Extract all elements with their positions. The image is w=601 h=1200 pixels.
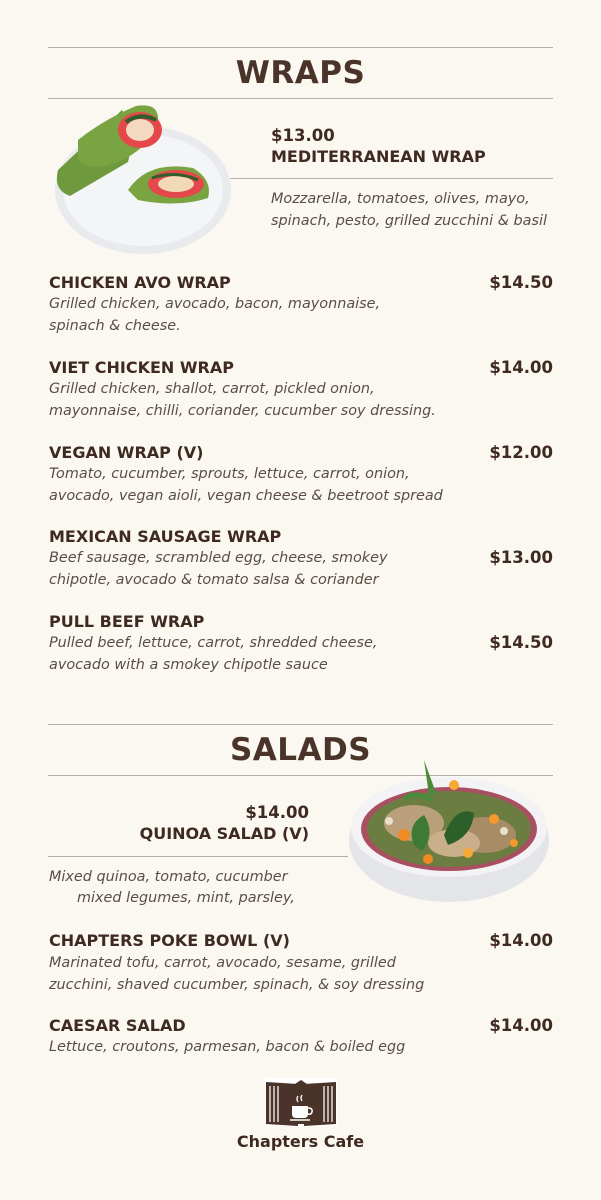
wraps-top-divider: [48, 47, 553, 48]
featured-salad-divider: [48, 856, 348, 857]
menu-item-description: Grilled chicken, shallot, carrot, pickled onion, mayonnaise, chilli, coriander, cucumber soy dressing.: [49, 381, 436, 419]
menu-item-name: CHICKEN AVO WRAP: [49, 273, 231, 292]
quinoa-salad-image: [344, 755, 554, 910]
salads-top-divider: [48, 724, 553, 725]
menu-item-price: $14.00: [489, 1016, 553, 1035]
featured-wrap-price: $13.00: [271, 126, 335, 145]
menu-item-description: Beef sausage, scrambled egg, cheese, smokey chipotle, avocado & tomato salsa & coriander: [49, 550, 388, 588]
featured-salad-name: QUINOA SALAD (V): [139, 824, 309, 843]
menu-item-description: Marinated tofu, carrot, avocado, sesame, grilled zucchini, shaved cucumber, spinach, & soy dressing: [49, 955, 425, 993]
menu-item-price: $12.00: [489, 443, 553, 462]
mediterranean-wrap-image: [48, 100, 233, 260]
menu-item-description: Grilled chicken, avocado, bacon, mayonnaise, spinach & cheese.: [49, 296, 381, 334]
menu-item-description: Pulled beef, lettuce, carrot, shredded cheese, avocado with a smokey chipotle sauce: [49, 635, 378, 673]
featured-salad-description-line2: mixed legumes, mint, parsley,: [77, 890, 295, 906]
menu-item-price: $13.00: [489, 548, 553, 567]
menu-item-price: $14.50: [489, 273, 553, 292]
book-coffee-logo-icon: [264, 1076, 338, 1128]
menu-item-name: MEXICAN SAUSAGE WRAP: [49, 527, 282, 546]
featured-salad-price: $14.00: [245, 803, 309, 822]
salads-section-title: SALADS: [229, 732, 372, 768]
featured-wrap-name: MEDITERRANEAN WRAP: [271, 147, 486, 166]
menu-item-price: $14.50: [489, 633, 553, 652]
menu-item-price: $14.00: [489, 931, 553, 950]
menu-item-name: VIET CHICKEN WRAP: [49, 358, 234, 377]
menu-item-description: Tomato, cucumber, sprouts, lettuce, carrot, onion, avocado, vegan aioli, vegan cheese & beetroot spread: [49, 466, 443, 504]
wraps-title-divider: [48, 98, 553, 99]
menu-item-name: CHAPTERS POKE BOWL (V): [49, 931, 290, 950]
menu-item-description: Lettuce, croutons, parmesan, bacon & boiled egg: [49, 1039, 406, 1055]
menu-item-name: VEGAN WRAP (V): [49, 443, 204, 462]
wraps-section-title: WRAPS: [235, 55, 366, 91]
featured-wrap-divider: [230, 178, 553, 179]
featured-salad-description-line1: Mixed quinoa, tomato, cucumber: [49, 869, 288, 885]
menu-item-name: PULL BEEF WRAP: [49, 612, 205, 631]
menu-item-price: $14.00: [489, 358, 553, 377]
brand-name: Chapters Cafe: [236, 1132, 365, 1151]
menu-item-name: CAESAR SALAD: [49, 1016, 186, 1035]
featured-wrap-description: Mozzarella, tomatoes, olives, mayo, spinach, pesto, grilled zucchini & basil: [271, 191, 547, 229]
